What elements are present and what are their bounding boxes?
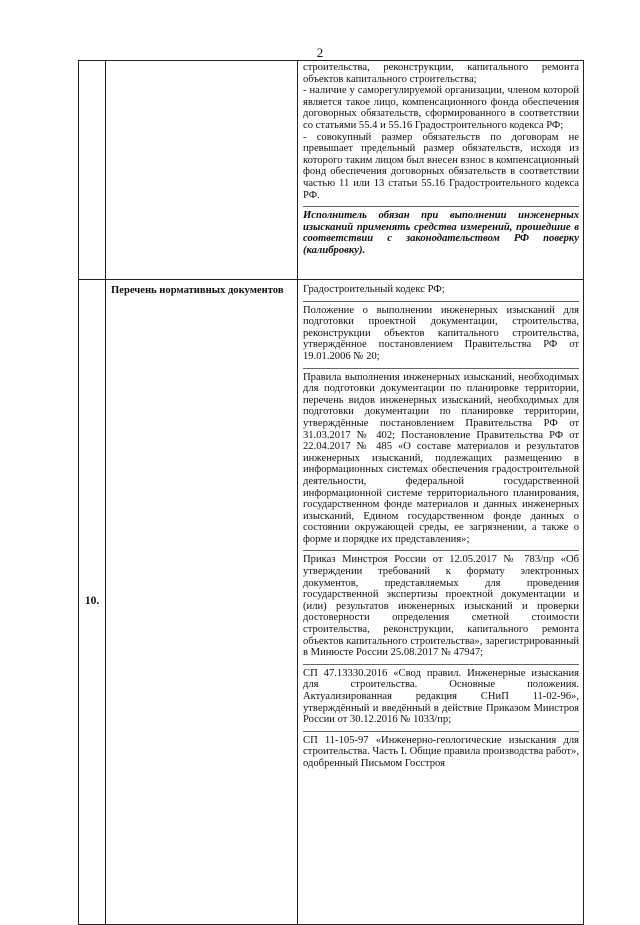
document-item: Положение о выполнении инженерных изысканий для подготовки проектной документации, строительства, реконструкции объектов капитального строительства, утверждённое постановлением Правительства РФ от 19.01.2006 № 20; xyxy=(303,302,579,369)
paragraph: - наличие у саморегулируемой организации, членом которой является такое лицо, компенсационного фонда обеспечения договорных обязательств, сформированного в соответствии со статьями 55.4 и 55.16 Градостроительного кодекса РФ; xyxy=(303,85,579,131)
paragraph: строительства, реконструкции, капитального ремонта объектов капитального строительства; xyxy=(303,62,579,85)
row-content-cell xyxy=(298,61,584,280)
document-item: СП 47.13330.2016 «Свод правил. Инженерные изыскания для строительства. Основные положения. Актуализированная редакция СНиП 11-02-96», утверждённый и введённый в действие Приказом Минстроя России от 30.12.2016 № 1033/пр; xyxy=(303,665,579,732)
measurement-note: Исполнитель обязан при выполнении инженерных изысканий применять средства измерений, прошедшие в соответствии с законодательством РФ поверку (калибровку). xyxy=(303,210,579,256)
table-row xyxy=(79,61,584,280)
table-row xyxy=(79,280,584,925)
measurement-note-block xyxy=(303,207,579,261)
document-item: Приказ Минстроя России от 12.05.2017 № 783/пр «Об утверждении требований к формату электронных документов, представляемых для проведения государственной экспертизы проектной документации и (или) результатов инженерных изысканий и проверки достоверности определения сметной стоимости строительства, реконструкции, капитального ремонта объектов капитального строительства», зарегистрированный в Минюсте России 25.08.2017 № 47947; xyxy=(303,551,579,664)
row-content-cell xyxy=(298,280,584,925)
requirements-block xyxy=(303,62,579,207)
row-number-cell xyxy=(79,61,106,280)
page-number: 2 xyxy=(316,45,324,60)
document-item: Правила выполнения инженерных изысканий, необходимых для подготовки документации по планировке территории, перечень видов инженерных изысканий, необходимых для подготовки документации по планировке территории, утверждённые постановлением Правительства РФ от 31.03.2017 № 402; Постановление Правительства РФ от 22.04.2017 № 485 «О составе материалов и результатов инженерных изысканий, подлежащих размещению в информационных системах обеспечения градостроительной деятельности, федеральной государственной информационной системе территориального планирования, государственном фонде материалов и данных инженерных изысканий, Едином государственном фонде данных о состоянии окружающей среды, ее загрязнении, а также о форме и порядке их представления»; xyxy=(303,369,579,552)
document-item: Градостроительный кодекс РФ; xyxy=(303,281,579,302)
row-number-cell: 10. xyxy=(79,280,106,925)
requirements-table xyxy=(78,60,584,925)
row-name-cell xyxy=(106,280,298,925)
document-item: СП 11-105-97 «Инженерно-геологические изыскания для строительства. Часть I. Общие правила производства работ», одобренный Письмом Госстроя xyxy=(303,734,579,769)
row-name-cell xyxy=(106,61,298,280)
row-name: Перечень нормативных документов xyxy=(111,285,284,296)
paragraph: - совокупный размер обязательств по договорам не превышает предельный размер обязательств, исходя из которого таким лицом был внесен взнос в компенсационный фонд обеспечения договорных обязательств в соответствии частью 11 или 13 статьи 55.16 Градостроительного кодекса РФ. xyxy=(303,131,579,201)
